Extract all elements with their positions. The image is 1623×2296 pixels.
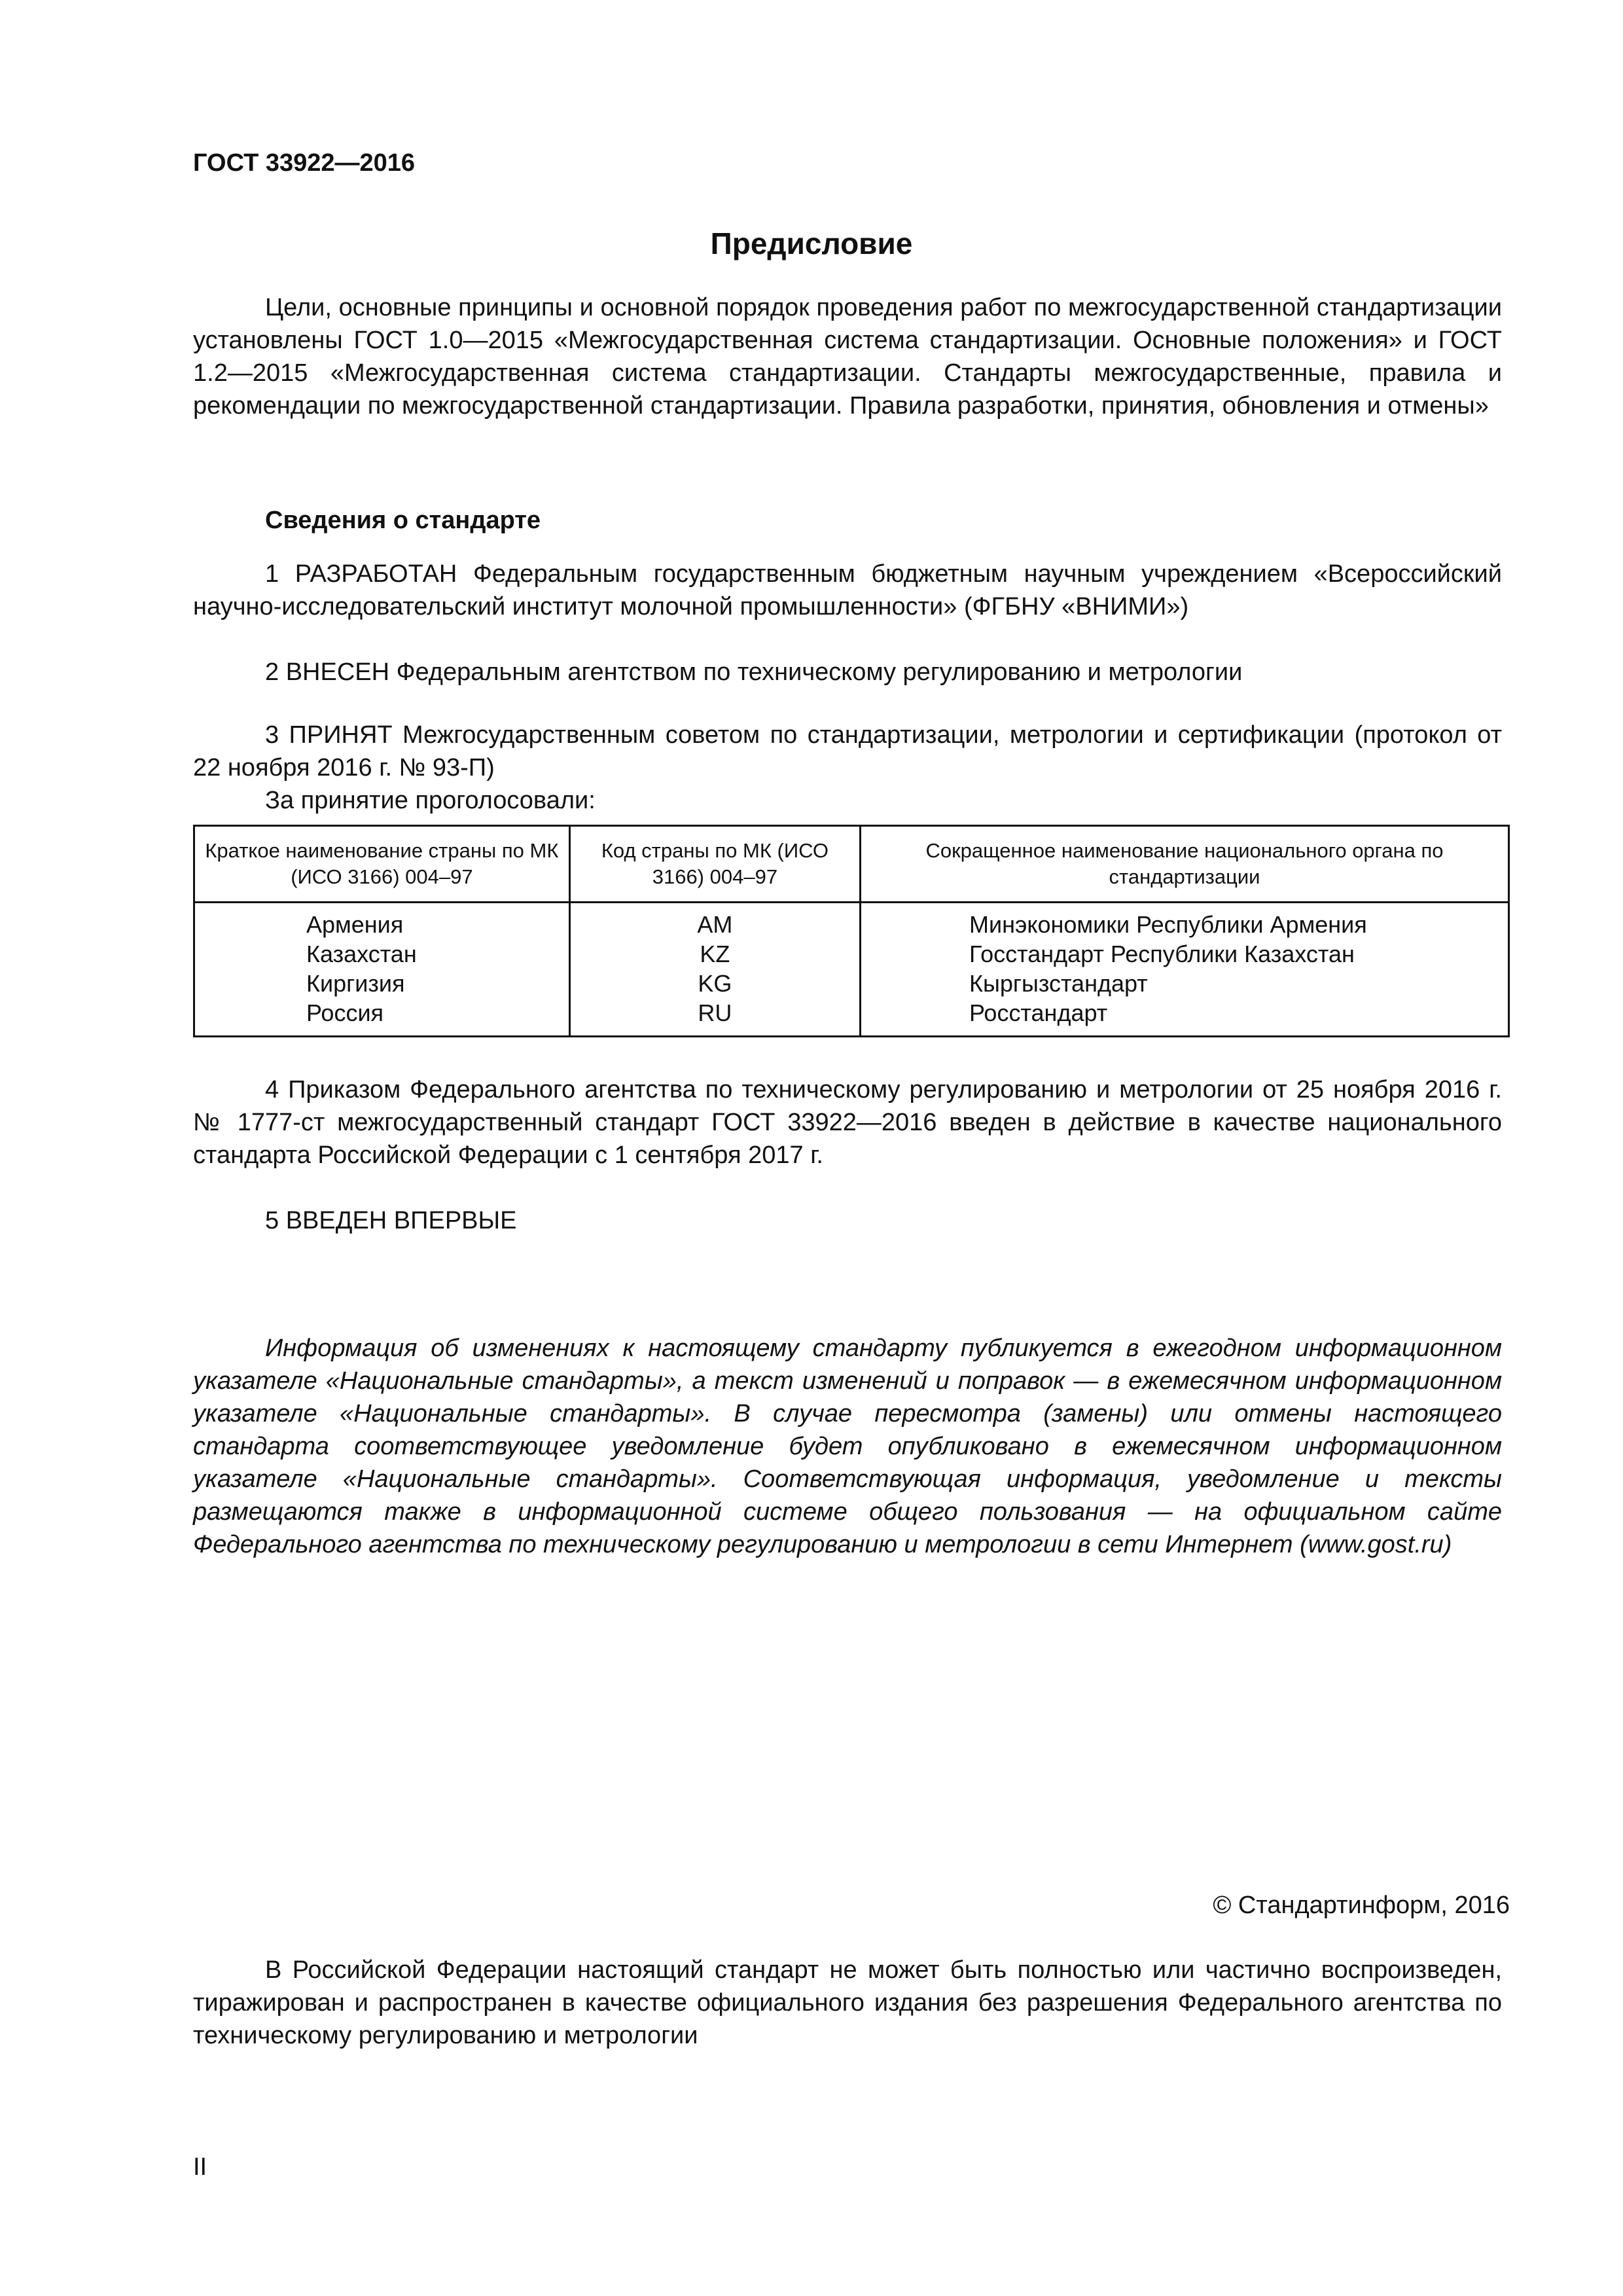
standards-body: Кыргызстандарт (969, 970, 1148, 997)
item-3-voted-label: За принятие проголосовали: (265, 787, 596, 814)
intro-paragraph: Цели, основные принципы и основной порядок проведения работ по межгосударственной стандартизации установлены ГОСТ 1.0—2015 «Межгосударственная система стандартизации. Основные положения» и ГОСТ 1.2—2015 «Межгосударственная система стандартизации. Стандарты межгосударственные, правила и рекомендации по межгосударственной стандартизации. Правила разработки, принятия, обновления и отмены» (193, 294, 1502, 420)
country-code: AM (697, 911, 733, 938)
standards-body: Госстандарт Республики Казахстан (969, 941, 1355, 967)
page-number: II (193, 2153, 207, 2181)
document-code-header: ГОСТ 33922—2016 (193, 149, 416, 177)
section-heading: Сведения о стандарте (265, 507, 541, 534)
country-name: Армения (306, 911, 404, 938)
country-name: Россия (306, 999, 384, 1026)
country-column (194, 903, 570, 1037)
country-name: Киргизия (306, 970, 405, 997)
voting-countries-table (193, 825, 1510, 1037)
table-header-row (194, 826, 1509, 903)
country-code: KG (698, 970, 732, 997)
info-paragraph: Информация об изменениях к настоящему стандарту публикуется в ежегодном информационном указателе «Национальные стандарты», а текст изменений и поправок — в ежемесячном информационном указателе «Национальные стандарты». В случае пересмотра (замены) или отмены настоящего стандарта соответствующее уведомление будет опубликовано в ежемесячном информационном указателе «Национальные стандарты». Соответствующая информация, уведомление и тексты размещаются также в информационной системе общего пользования — на официальном сайте Федерального агентства по техническому регулированию и метрологии в сети Интернет (www.gost.ru) (193, 1335, 1502, 1558)
item-4-paragraph: 4 Приказом Федерального агентства по техническому регулированию и метрологии от 25 ноября 2016 г. № 1777-ст межгосударственный стандарт ГОСТ 33922—2016 введен в действие в качестве национального стандарта Российской Федерации с 1 сентября 2017 г. (193, 1076, 1502, 1169)
copyright-notice: © Стандартинформ, 2016 (1213, 1892, 1510, 1919)
standards-body: Росстандарт (969, 999, 1108, 1026)
table-header-code: Код страны по МК (ИСО 3166) 004–97 (569, 826, 860, 903)
body-column (861, 903, 1509, 1037)
table-header-body: Сокращенное наименование национального органа по стандартизации (861, 826, 1509, 903)
code-column (569, 903, 860, 1037)
standards-body: Минэкономики Республики Армения (969, 911, 1367, 938)
item-3-paragraph: 3 ПРИНЯТ Межгосударственным советом по стандартизации, метрологии и сертификации (протокол от 22 ноября 2016 г. № 93-П) (193, 721, 1502, 781)
item-5-paragraph: 5 ВВЕДЕН ВПЕРВЫЕ (265, 1207, 517, 1234)
table-body-row (194, 903, 1509, 1037)
country-code: RU (698, 999, 732, 1026)
country-name: Казахстан (306, 941, 417, 967)
item-2-paragraph: 2 ВНЕСЕН Федеральным агентством по техническому регулированию и метрологии (265, 658, 1243, 686)
rights-paragraph: В Российской Федерации настоящий стандарт не может быть полностью или частично воспроизведен, тиражирован и распространен в качестве официального издания без разрешения Федерального агентства по техническому регулированию и метрологии (193, 1956, 1502, 2049)
table-header-country: Краткое наименование страны по МК (ИСО 3166) 004–97 (194, 826, 570, 903)
page-title: Предисловие (710, 226, 913, 260)
item-1-paragraph: 1 РАЗРАБОТАН Федеральным государственным бюджетным научным учреждением «Всероссийский научно-исследовательский институт молочной промышленности» (ФГБНУ «ВНИМИ») (193, 560, 1502, 620)
country-code: KZ (700, 941, 730, 967)
